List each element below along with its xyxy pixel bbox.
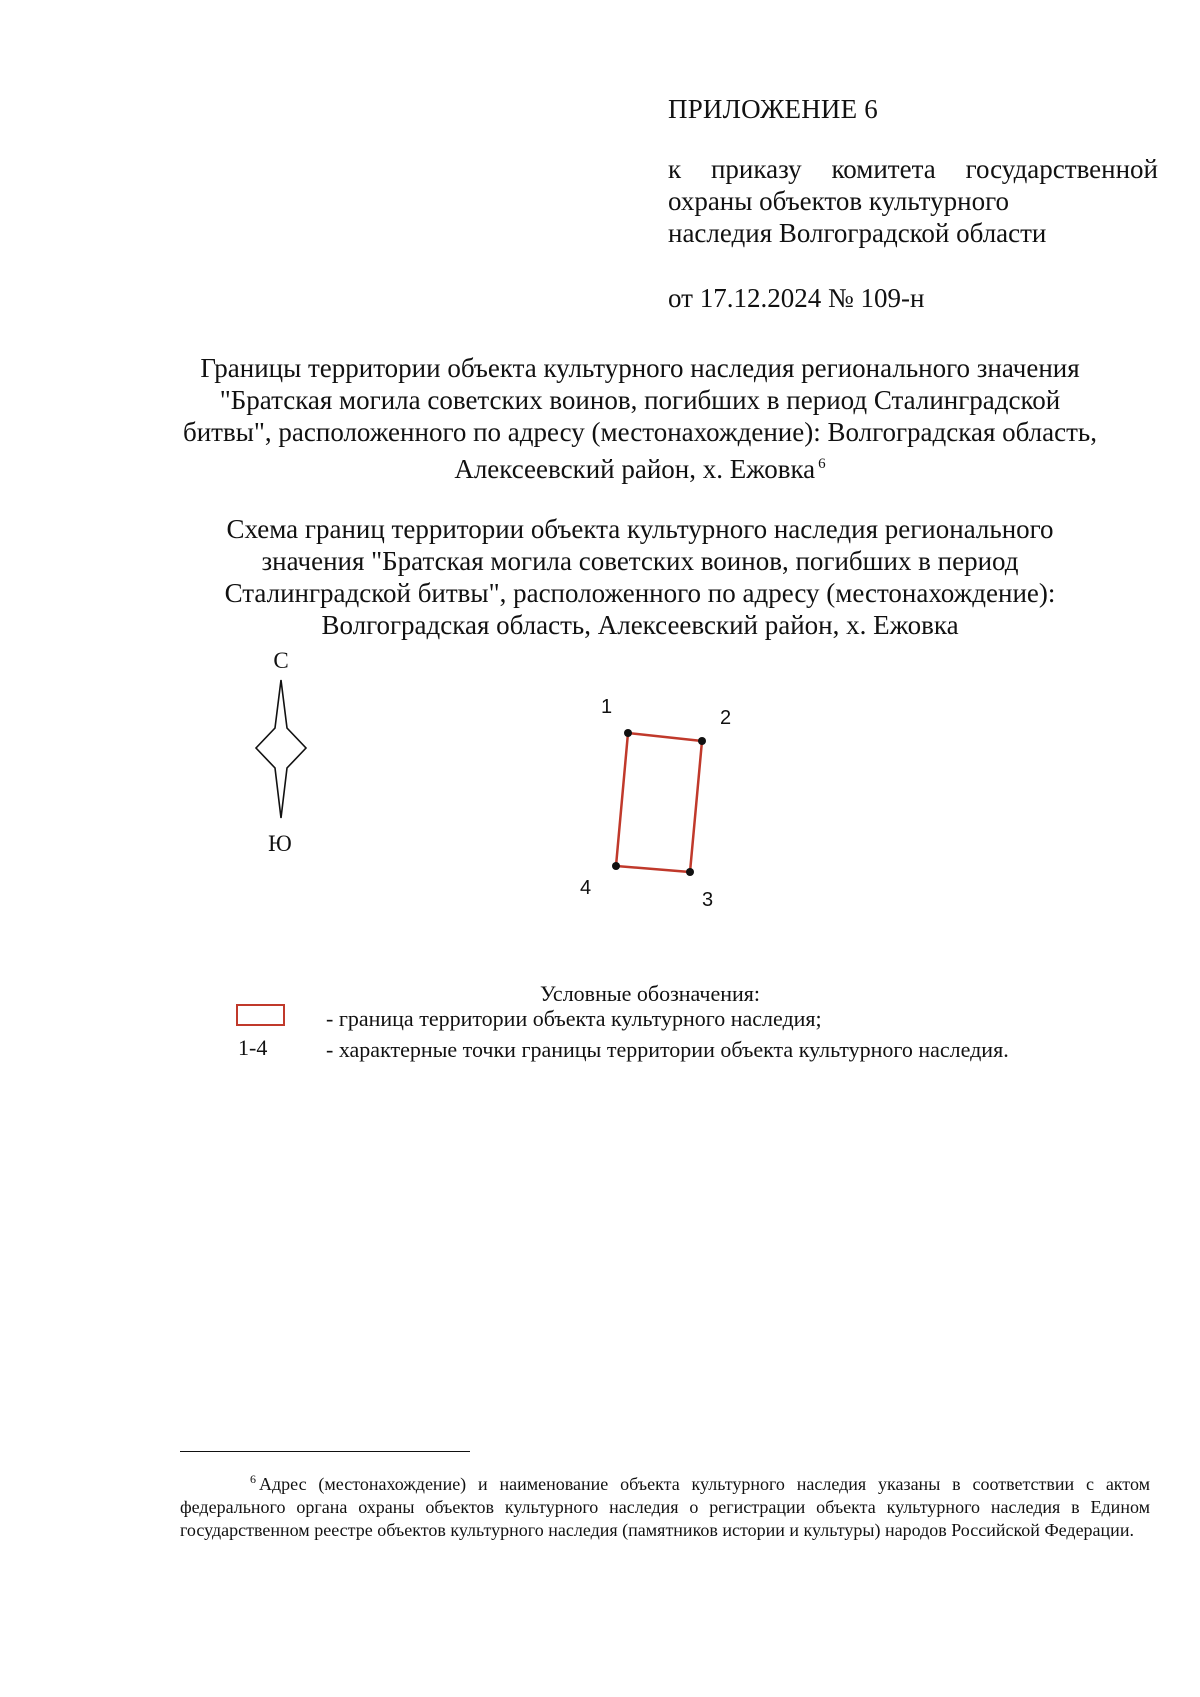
compass-north-label: С [273, 648, 289, 673]
legend-title: Условные обозначения: [540, 981, 761, 1006]
footnote-divider [180, 1451, 470, 1452]
footnote [180, 1468, 1150, 1542]
boundary-point-4 [612, 862, 620, 870]
document-title-line-2: "Братская могила советских воинов, погибших в период Сталинградской [219, 385, 1061, 415]
scheme-title-line-3: Сталинградской битвы", расположенного по адресу (местонахождение): [224, 578, 1056, 608]
boundary-point-4-label: 4 [580, 877, 592, 899]
order-line-2: охраны объектов культурного [668, 186, 1009, 216]
boundary-point-2-label: 2 [720, 707, 732, 729]
order-line-1: к приказу комитета государственной [668, 154, 1158, 184]
legend-boundary-text: - граница территории объекта культурного наследия; [326, 1006, 822, 1031]
appendix-title: ПРИЛОЖЕНИЕ 6 [668, 94, 878, 124]
scheme-title-line-2: значения "Братская могила советских воинов, погибших в период [261, 546, 1019, 576]
legend-points-range: 1-4 [238, 1035, 268, 1060]
document-title-line-3: битвы", расположенного по адресу (местонахождение): Волгоградская область, [183, 417, 1097, 447]
boundary-point-2 [698, 737, 706, 745]
footnote-text: Адрес (местонахождение) и наименование объекта культурного наследия указаны в соответствии с актом федерального органа охраны объектов культурного наследия о регистрации объекта культурного наследия в Едином государственном реестре объектов культурного наследия (памятников истории и культуры) народов Российской Федерации. [180, 1474, 1150, 1540]
boundary-point-1 [624, 729, 632, 737]
boundary-group [580, 696, 731, 911]
compass-south-label: Ю [268, 831, 292, 856]
compass-star-shape [256, 680, 306, 818]
boundary-point-1-label: 1 [601, 696, 613, 718]
boundary-polygon [616, 733, 702, 872]
footnote-mark: 6 [250, 1472, 256, 1486]
compass-rose-icon [256, 648, 306, 856]
boundary-point-3 [686, 868, 694, 876]
document-title-line-1: Границы территории объекта культурного наследия регионального значения [200, 353, 1080, 383]
document-title-line-4: Алексеевский район, х. Ежовка [454, 454, 816, 484]
order-date: от 17.12.2024 № 109-н [668, 283, 925, 313]
legend-boundary-swatch [236, 1004, 285, 1026]
scheme-title-line-4: Волгоградская область, Алексеевский район, х. Ежовка [321, 610, 959, 640]
boundary-point-3-label: 3 [702, 889, 714, 911]
scheme-title-line-1: Схема границ территории объекта культурного наследия регионального [226, 514, 1054, 544]
order-line-3: наследия Волгоградской области [668, 218, 1047, 248]
footnote-reference: 6 [818, 456, 826, 472]
legend-points-text: - характерные точки границы территории объекта культурного наследия. [326, 1037, 1009, 1062]
